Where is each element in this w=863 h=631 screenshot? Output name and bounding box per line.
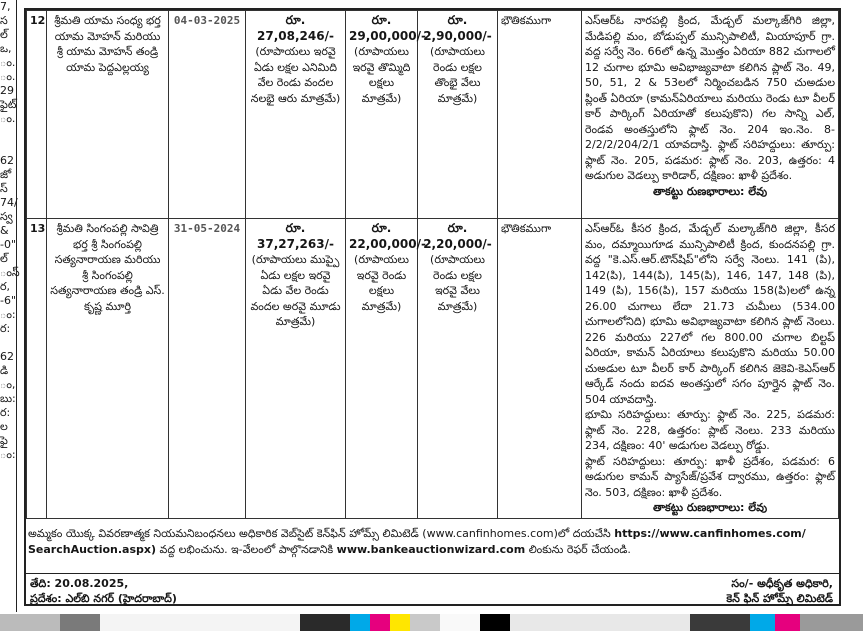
borrower-names: శ్రీమతి సింగంపల్లి సావిత్రి భర్త శ్రీ సింగంపల్లి సత్యనారాయణ మరియు శ్రీ సింగంపల్లి సత్యనారాయణ తండ్రి ఎస్. కృష్ణ మూర్తి <box>47 219 169 519</box>
property-desc-text: ఎస్ఆర్ఓ కీసర క్రింద, మేడ్చల్ మల్కాజ్‌గిరి జిల్లా, కీసర మం, దమ్మాయిగూడ మున్సిపాలిటీ క్రింద, కుందనపల్లి గ్రా. వద్ద "కె.ఎస్.ఆర్.టౌన్‌షిప్"లోని సర్వే నెంలు. 141 (పి), 142(పి), 144(పి), 145(పి), 146, 147, 148 (పి), 149 (పి), 156(పి), 157 మరియు 158(పి)లలో ఉన్న 26.00 చుగాలు లేదా 21.73 చుమీలు (534.00 చుగాలలోనిది) భూమి అవిభాజ్యవాటా కలిగిన ప్లాట్ నెంలు. 226 మరియు 227లో గల 800.00 చుగాల బిల్టప్ ఏరియా, కామన్ ఏరియాలు కలుపుకొని మరియు 50.00 చుఅడుల టూ వీలర్ కార్ పార్కింగ్ కలిగిన జెకెవి-కెఎస్ఆర్ ఆర్కేడ్ నందు ఐదవ అంతస్తులో సగం పూర్తైన ఫ్లాట్ నెం. 504 యావదాస్తి. <box>585 222 835 406</box>
canfin-auction-link-cont[interactable]: SearchAuction.aspx) <box>28 543 157 556</box>
reserve-price <box>346 219 426 519</box>
strip-line: ర, <box>0 280 11 293</box>
strip-line: ం: <box>0 448 16 461</box>
eauction-link[interactable]: www.bankeauctionwizard.com <box>336 543 526 556</box>
signatory-block <box>726 576 833 606</box>
demand-amount-words: (రూపాయలు ముప్పై ఏడు లక్షల ఇరవై ఏడు వేల రెండు వందల అరవై మూడు మాత్రమే) <box>250 253 341 328</box>
color-swatch <box>510 614 690 631</box>
color-swatch <box>480 614 510 631</box>
demand-amount-words: (రూపాయలు ఇరవై ఏడు లక్షల ఎనిమిది వేల రెండు వందల నలభై ఆరు మాత్రమే) <box>250 45 341 105</box>
left-column-strip <box>0 0 20 612</box>
reserve-price-words: (రూపాయలు ఇరవై రెండు లక్షలు మాత్రమే) <box>354 253 409 313</box>
emd-amount-words: (రూపాయలు రెండు లక్షల ఇరవై వేలు మాత్రమే) <box>430 253 485 313</box>
strip-line: ఒ, <box>0 42 12 55</box>
strip-line: ం: <box>0 308 16 321</box>
color-swatch <box>300 614 350 631</box>
borrower-names: శ్రీమతి యామ సంధ్య భర్త యామ మోహన్ మరియు శ్రీ యామ మోహన్ తండ్రి యామ పెద్దఎల్లయ్య <box>47 11 169 219</box>
strip-line: -0" <box>0 238 17 251</box>
row-number: 13 <box>27 219 47 519</box>
strip-line: ల్ <box>0 28 8 41</box>
terms-text-3: లింకును రెఫర్ చేయండి. <box>528 543 631 556</box>
terms-text-2: వద్ద లభించును. ఇ-వేలంలో పాల్గొనడానికి <box>159 543 334 556</box>
color-swatch <box>410 614 440 631</box>
terms-footer <box>28 526 840 558</box>
strip-line: ం. <box>0 70 16 83</box>
strip-line: బు: <box>0 392 16 405</box>
strip-line: ర: <box>0 406 11 419</box>
strip-line: 62 <box>0 350 14 363</box>
strip-line: 7, <box>0 0 11 13</box>
encumbrance-note: తాకట్టు రుణభారాలు: లేవు <box>652 184 768 198</box>
color-swatch <box>60 614 100 631</box>
strip-line: 62 <box>0 154 14 167</box>
strip-line: & <box>0 224 9 237</box>
possession-type: భౌతికముగా <box>498 219 582 519</box>
strip-line: ఫై <box>0 434 8 447</box>
color-swatch <box>690 614 750 631</box>
row-number: 12 <box>27 11 47 219</box>
strip-line: డి <box>0 364 9 377</box>
strip-line: జో <box>0 168 12 181</box>
strip-line: స్వ <box>0 210 13 223</box>
color-swatch <box>800 614 863 631</box>
possession-type: భౌతికముగా <box>498 11 582 219</box>
emd-amount-figure: రూ. 2,20,000/- <box>423 221 492 251</box>
emd-amount-words: (రూపాయలు రెండు లక్షల తొంభై వేలు మాత్రమే) <box>430 45 485 105</box>
table-row <box>27 11 839 219</box>
emd-amount-figure: రూ. 2,90,000/- <box>423 13 492 43</box>
print-color-bar <box>0 614 863 631</box>
emd-amount <box>418 11 498 219</box>
divider <box>26 573 839 574</box>
date-place-block <box>30 576 177 606</box>
emd-amount <box>418 219 498 519</box>
strip-line: ల్ <box>0 252 8 265</box>
strip-line: ల <box>0 420 8 433</box>
property-description <box>582 219 839 519</box>
demand-notice-date: 04-03-2025 <box>169 11 246 219</box>
land-boundaries: భూమి సరిహద్దులు: తూర్పు: ఫ్లాట్ నెం. 225, పడమర: ఫ్లాట్ నెం. 228, ఉత్తరం: ప్లాట్ నెంలు. 233 మరియు 234, దక్షిణం: 40' అడుగుల వెడల్పు రోడ్డు. <box>585 408 835 452</box>
auction-notice-frame <box>24 8 841 606</box>
canfin-auction-link[interactable]: https://www.canfinhomes.com/ <box>614 527 806 540</box>
notice-place: ప్రదేశం: ఎల్‌బి నగర్ (హైదరాబాద్) <box>30 592 177 605</box>
reserve-price-figure: రూ. 29,00,000/- <box>349 13 426 43</box>
strip-line: 74/ <box>0 196 18 209</box>
encumbrance-note: తాకట్టు రుణభారాలు: లేవు <box>652 501 768 514</box>
strip-line: ఫైట్ <box>0 98 17 111</box>
demand-amount-figure: రూ. 27,08,246/- <box>257 13 334 43</box>
demand-amount-figure: రూ. 37,27,263/- <box>257 221 334 251</box>
notice-date: తేది: 20.08.2025, <box>30 577 129 590</box>
table-row <box>27 219 839 519</box>
demand-amount <box>246 11 346 219</box>
strip-line: ం. <box>0 56 16 69</box>
strip-line: ం. <box>0 112 16 125</box>
strip-line: ంస్ <box>0 266 20 279</box>
signatory-title: సం/- అధీకృత అధికారి, <box>731 577 833 590</box>
strip-line: స <box>0 14 8 27</box>
property-description <box>582 11 839 219</box>
strip-line: ర: <box>0 322 11 335</box>
strip-line: ం, <box>0 378 16 391</box>
reserve-price-words: (రూపాయలు ఇరవై తొమ్మిది లక్షలు మాత్రమే) <box>352 45 411 105</box>
reserve-price-figure: రూ. 22,00,000/- <box>349 221 426 251</box>
demand-amount <box>246 219 346 519</box>
color-swatch <box>750 614 775 631</box>
color-swatch <box>775 614 800 631</box>
color-swatch <box>100 614 300 631</box>
strip-line: -6" <box>0 294 17 307</box>
property-table <box>26 10 839 519</box>
terms-text: అమ్మకం యొక్క వివరణాత్మక నియమనిబంధనలు అధికారిక వెబ్‌సైట్ కెన్‌ఫిన్ హోమ్స్ లిమిటెడ్ (www.canfinhomes.com)లో దయచేసి <box>28 527 611 540</box>
flat-boundaries: ఫ్లాట్ సరిహద్దులు: తూర్పు: ఖాళీ ప్రదేశం, పడమర: 6 అడుగుల కామన్ ప్యాసేజ్/ప్రవేశ ద్వారము, ఉత్తరం: ఫ్లాట్ నెం. 503, దక్షిణం: ఖాళీ ప్రదేశం. <box>585 454 835 499</box>
color-swatch <box>370 614 390 631</box>
color-swatch <box>0 614 60 631</box>
company-name: కెన్ ఫిన్ హోమ్స్ లిమిటెడ్ <box>726 592 833 605</box>
color-swatch <box>350 614 370 631</box>
property-desc-text: ఎస్ఆర్ఓ నారపల్లి క్రింద, మేడ్చల్ మల్కాజ్‌గిరి జిల్లా, మేడిపల్లి మం, బోడుప్పల్ మున్సిపాలిటీ, మియాపూర్ గ్రా. వద్ద సర్వే నెం. 66లో ఉన్న మొత్తం ఏరియా 882 చుగాలలో 12 చుగాల భూమి అవిభాజ్యవాటా కలిగిన ప్లాట్ నెం. 49, 50, 51, 2 & 53లలో నిర్మించబడిన 750 చుఅడుల ప్లింత్ ఏరియా (కామన్‌ఏరియాలు మరియు రెండు టూ వీలర్ కార్ పార్కింగ్ ఏరియాతో కలుపుకొని) గల సాన్ని ఎల్, రెండవ అంతస్తులోని ఫ్లాట్ నెం. 204 ఇం.నెం. 8-2/2/2/204/2/1 యావదాస్తి. ఫ్లాట్ సరిహద్దులు: తూర్పు: ఫ్లాట్ నెం. 205, పడమర: ఫ్లాట్ నెం. 203, ఉత్తరం: 4 అడుగుల వెడల్పు కారిడార్, దక్షిణం: ఖాళీ ప్రదేశం. <box>585 14 835 182</box>
color-swatch <box>390 614 410 631</box>
reserve-price <box>346 11 426 219</box>
color-swatch <box>440 614 480 631</box>
strip-line: 29 <box>0 84 14 97</box>
demand-notice-date: 31-05-2024 <box>169 219 246 519</box>
strip-line: స్ <box>0 182 8 195</box>
